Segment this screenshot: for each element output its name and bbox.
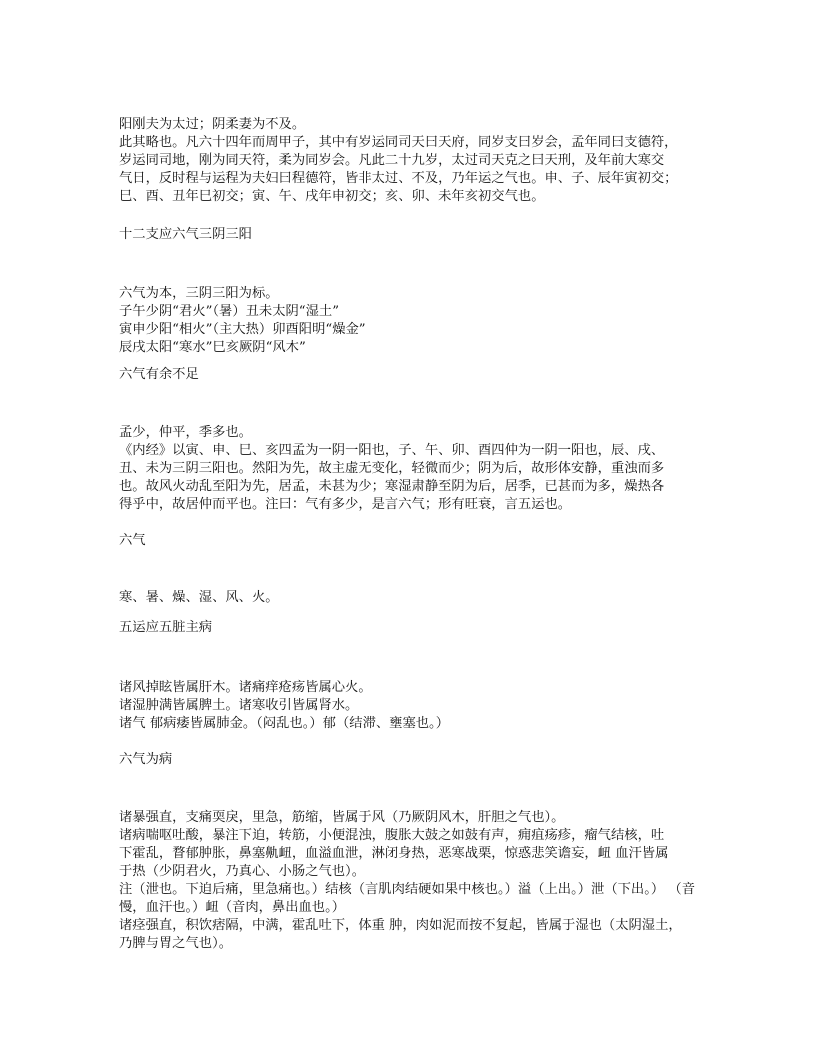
paragraph	[119, 589, 719, 607]
text-line: 辰戌太阳“寒水”巳亥厥阴“风木”	[119, 340, 306, 355]
paragraph	[119, 679, 719, 733]
text-line: 于热（少阴君火，乃真心、小肠之气也）。	[119, 864, 365, 879]
paragraph	[119, 116, 719, 206]
paragraph	[119, 424, 719, 514]
text-line: 得乎中，故居仲而平也。注曰：气有多少，是言六气；形有旺衰，言五运也。	[119, 497, 572, 512]
section-heading	[119, 532, 719, 550]
text-line: 诸气 郁病痿皆属肺金。（闷乱也。）郁（结滞、壅塞也。）	[119, 716, 449, 731]
text-line: 子午少阴“君火”（暑）丑未太阴“湿土”	[119, 304, 339, 319]
text-line: 孟少，仲平，季多也。	[119, 425, 252, 440]
text-line: 六气为本，三阴三阳为标。	[119, 286, 279, 301]
text-line: 五运应五脏主病	[119, 620, 213, 635]
section-heading	[119, 751, 719, 769]
text-line: 寅申少阳“相火”（主大热）卯酉阳明“燥金”	[119, 322, 366, 337]
text-line: 阳刚夫为太过；阴柔妻为不及。	[119, 117, 306, 132]
section-heading	[119, 619, 719, 637]
text-line: 六气	[119, 533, 146, 548]
section-heading	[119, 366, 719, 384]
text-line: 《内经》以寅、申、巳、亥四孟为一阴一阳也，子、午、卯、酉四仲为一阴一阳也，辰、戌、	[119, 443, 665, 458]
text-line: 诸湿肿满皆属脾土。诸寒收引皆属肾水。	[119, 698, 359, 713]
paragraph	[119, 285, 719, 357]
text-line: 十二支应六气三阴三阳	[119, 227, 252, 242]
text-line: 下霍乱，瞀郁肿胀，鼻塞鼽衄，血溢血泄，淋闭身热，恶寒战栗，惊惑悲笑谵妄，衄 血汗皆属	[119, 846, 669, 861]
text-line: 乃脾与胃之气也）。	[119, 936, 233, 951]
paragraph	[119, 809, 719, 953]
text-line: 岁运同司地，刚为同天符，柔为同岁会。凡此二十九岁，太过司天克之曰天刑，及年前大寒交	[119, 153, 665, 168]
text-line: 巳、酉、丑年巳初交；寅、午、戌年申初交；亥、卯、未年亥初交气也。	[119, 189, 545, 204]
text-line: 诸暴强直，支痛耎戾，里急，筋缩，皆属于风（乃厥阴风木，肝胆之气也）。	[119, 810, 565, 825]
text-line: 气日，反时程与运程为夫妇曰程德符，皆非太过、不及，乃年运之气也。申、子、辰年寅初交；	[119, 171, 678, 186]
text-line: 此其略也。凡六十四年而周甲子，其中有岁运同司天曰天府，同岁支曰岁会，孟年同曰支德符，	[119, 135, 678, 150]
text-line: 六气为病	[119, 752, 173, 767]
text-line: 寒、暑、燥、湿、风、火。	[119, 590, 279, 605]
text-line: 也。故风火动乱至阳为先，居孟，未甚为少；寒湿肃静至阴为后，居季，已甚而为多，燥热各	[119, 479, 665, 494]
text-line: 六气有余不足	[119, 367, 199, 382]
text-line: 慢，血汗也。）衄（音肉，鼻出血也。）	[119, 900, 346, 915]
text-line: 诸风掉眩皆属肝木。诸痛痒疮疡皆属心火。	[119, 680, 372, 695]
text-line: 诸痉强直，积饮痞隔，中满，霍乱吐下，体重 肿，肉如泥而按不复起，皆属于湿也（太阴湿土，	[119, 918, 682, 933]
text-line: 注（泄也。下迫后痛，里急痛也。）结核（言肌肉结硬如果中核也。）溢（上出。）泄（下出。） （音	[119, 882, 695, 897]
section-heading	[119, 226, 719, 244]
text-line: 诸病喘呕吐酸，暴注下迫，转筋，小便混浊，腹胀大鼓之如鼓有声，痈疽疡疹，瘤气结核，吐	[119, 828, 665, 843]
text-line: 丑、未为三阴三阳也。然阳为先，故主虚无变化，轻微而少；阴为后，故形体安静，重浊而多	[119, 461, 665, 476]
